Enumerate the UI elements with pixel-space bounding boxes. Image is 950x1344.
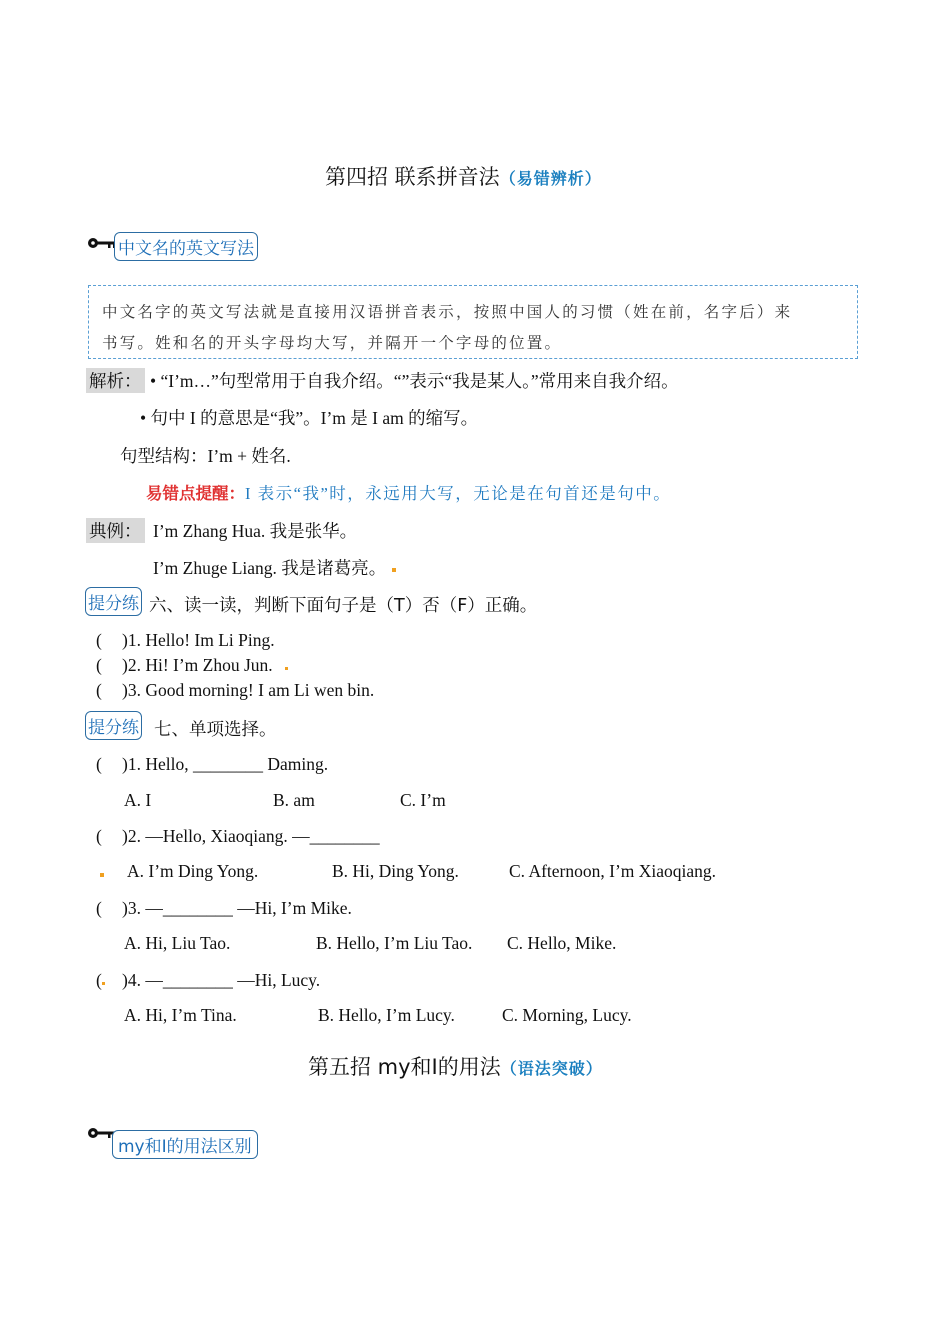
mark-dot — [285, 667, 288, 670]
ex7-q2-paren: ( — [96, 826, 102, 846]
ex7-q4-option-b: B. Hello, I’m Lucy. — [318, 1005, 455, 1025]
mark-dot — [100, 873, 104, 877]
ex7-q3-option-b: B. Hello, I’m Liu Tao. — [316, 933, 473, 953]
ex6-paren-2: ( — [96, 655, 102, 675]
ex7-q2-option-b: B. Hi, Ding Yong. — [332, 861, 459, 881]
key-icon — [87, 236, 117, 250]
ex7-q3-text: )3. —________ —Hi, I’m Mike. — [122, 898, 352, 918]
exercise6-heading: 六、读一读，判断下面句子是（T）否（F）正确。 — [149, 596, 538, 616]
ex6-item-1: )1. Hello! Im Li Ping. — [122, 630, 275, 650]
section5-subtitle: （语法突破） — [500, 1059, 603, 1078]
structure-value: I’m + 姓名. — [207, 446, 291, 466]
structure-line — [120, 443, 291, 468]
ex7-q1-option-b: B. am — [273, 790, 315, 810]
ex6-item-3: )3. Good morning! I am Li wen bin. — [122, 680, 375, 700]
section5-title — [308, 1051, 603, 1081]
ex7-q3-option-c: C. Hello, Mike. — [507, 933, 617, 953]
ex7-q2-text: )2. —Hello, Xiaoqiang. —________ — [122, 826, 380, 846]
ex7-q3-paren: ( — [96, 898, 102, 918]
example-2: I’m Zhuge Liang. 我是诸葛亮。 — [153, 558, 387, 578]
tag-chinese-name: 中文名的英文写法 — [114, 232, 258, 261]
ex7-q1-option-a: A. I — [124, 790, 152, 810]
ex7-q4-paren: ( — [96, 970, 102, 990]
tag-exercise6: 提分练 — [85, 587, 142, 616]
ex7-q4-option-a: A. Hi, I’m Tina. — [124, 1005, 237, 1025]
section5-title-text: 第五招 my和I的用法 — [308, 1055, 501, 1079]
mark-dot — [392, 568, 396, 572]
ex7-q2-option-a: A. I’m Ding Yong. — [127, 861, 259, 881]
ex7-q4-option-c: C. Morning, Lucy. — [502, 1005, 632, 1025]
info-line-1: 中文名字的英文写法就是直接用汉语拼音表示，按照中国人的习惯（姓在前，名字后）来 — [102, 303, 793, 321]
section4-title-text: 第四招 联系拼音法 — [325, 165, 500, 189]
ex6-paren-1: ( — [96, 630, 102, 650]
section4-title — [325, 161, 602, 191]
ex7-q1-paren: ( — [96, 754, 102, 774]
analysis-label: 解析： — [86, 368, 145, 393]
exercise7-heading: 七、单项选择。 — [154, 720, 277, 740]
warning-line — [146, 480, 671, 504]
analysis-line-1: • “I’m…”句型常用于自我介绍。“”表示“我是某人。”常用来自我介绍。 — [150, 371, 679, 391]
ex6-paren-3: ( — [96, 680, 102, 700]
tag-my-and-i: my和I的用法区别 — [112, 1130, 258, 1159]
tag-exercise7: 提分练 — [85, 711, 142, 740]
warning-label: 易错点提醒： — [146, 484, 245, 503]
example-label: 典例： — [86, 518, 145, 543]
info-line-2: 书写。姓和名的开头字母均大写，并隔开一个字母的位置。 — [102, 334, 563, 352]
ex7-q2-option-c: C. Afternoon, I’m Xiaoqiang. — [509, 861, 717, 881]
analysis-line-2: • 句中 I 的意思是“我”。I’m 是 I am 的缩写。 — [140, 408, 479, 428]
example-1: I’m Zhang Hua. 我是张华。 — [153, 521, 358, 541]
ex7-q4-text: )4. —________ —Hi, Lucy. — [122, 970, 321, 990]
ex7-q3-option-a: A. Hi, Liu Tao. — [124, 933, 231, 953]
structure-label: 句型结构： — [120, 447, 208, 467]
mark-dot — [102, 982, 105, 985]
ex7-q1-text: )1. Hello, ________ Daming. — [122, 754, 329, 774]
warning-text: I 表示“我”时，永远用大写，无论是在句首还是句中。 — [245, 484, 672, 503]
ex7-q1-option-c: C. I’m — [400, 790, 446, 810]
section4-subtitle: （易错辨析） — [499, 169, 602, 188]
ex6-item-2: )2. Hi! I’m Zhou Jun. — [122, 655, 273, 675]
